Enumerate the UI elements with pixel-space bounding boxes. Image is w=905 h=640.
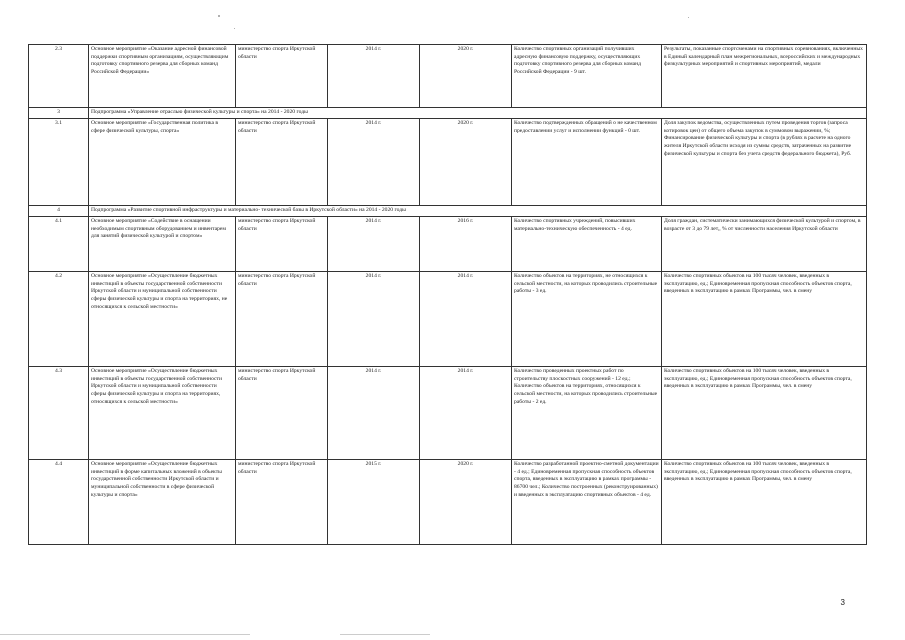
- page-number: 3: [840, 598, 845, 607]
- measure-name: Основное мероприятие «Государственная политика в сфере физической культуры, спорта»: [89, 119, 236, 206]
- scan-edge-line: [340, 634, 430, 635]
- indicator: Количество объектов на территориях, не относящихся к сельской местности, на которых проводились строительные работы - 3 ед.: [512, 272, 662, 367]
- measure-name: Основное мероприятие «Осуществление бюджетных инвестиций в объекты государственной собственности Иркутской области и муниципальной собственности сферы физической культуры и спорта на территориях, относящихся к сельской местности»: [89, 367, 236, 460]
- start-year: 2014 г.: [328, 367, 420, 460]
- table-row: [29, 460, 867, 545]
- section-number: 3: [29, 108, 89, 119]
- end-year: 2020 г.: [420, 45, 512, 108]
- executor: министерство спорта Иркутской области: [236, 460, 328, 545]
- section-row: [29, 206, 867, 217]
- table-row: [29, 119, 867, 206]
- table-row: [29, 45, 867, 108]
- end-year: 2016 г.: [420, 217, 512, 272]
- section-title: Подпрограмма «Развитие спортивной инфраструктуры и материально- технической базы в Иркутской области» на 2014 - 2020 годы: [89, 206, 867, 217]
- row-number: 4.3: [29, 367, 89, 460]
- scan-speck: [218, 15, 220, 17]
- row-number: 4.4: [29, 460, 89, 545]
- result: Количество спортивных объектов на 100 тысяч человек, введенных в эксплуатацию, ед.; Единовременная пропускная способность объектов спорта, введенных в эксплуатацию в рамках Программы, чел. в смену: [662, 272, 867, 367]
- start-year: 2014 г.: [328, 272, 420, 367]
- measure-name: Основное мероприятие «Осуществление бюджетных инвестиций в объекты государственной собственности Иркутской области и муниципальной собственности сферы физической культуры и спорта на территориях, не относящихся к сельской местности»: [89, 272, 236, 367]
- indicator: Количество спортивных организаций получивших адресную финансовую поддержку, осуществляющих подготовку спортивного резерва для сборных команд Российской Федерации - 9 шт.: [512, 45, 662, 108]
- result: Доля закупок ведомства, осуществленных путем проведения торгов (запроса котировок цен) от общего объема закупок в суммовом выражении, %; Финансирование физической культуры и спорта (в рублях в расчете на одного жителя Иркутской области исходя из суммы средств, затраченных на развитие физической культуры и спорта без учета средств федерального бюджета), Руб.: [662, 119, 867, 206]
- section-title: Подпрограмма «Управление отраслью физической культуры и спорта» на 2014 - 2020 годы: [89, 108, 867, 119]
- program-measures-table: [28, 44, 867, 545]
- executor: министерство спорта Иркутской области: [236, 119, 328, 206]
- measure-name: Основное мероприятие «Оказание адресной финансовой поддержки спортивным организациям, осуществляющим подготовку спортивного резерва для сборных команд Российской Федерации»: [89, 45, 236, 108]
- row-number: 4.2: [29, 272, 89, 367]
- measure-name: Основное мероприятие «Осуществление бюджетных инвестиций в форме капитальных вложений в объекты государственной собственности Иркутской области и муниципальной собственности в сфере физической культуры и спорта»: [89, 460, 236, 545]
- row-number: 4.1: [29, 217, 89, 272]
- section-row: [29, 108, 867, 119]
- indicator: Количество разработанной проектно-сметной документации - 4 ед.; Единовременная пропускная способность объектов спорта, введенных в эксплуатацию в рамках программы - 86700 чел.; Количество построенных (реконструированных) и введенных в эксплуатацию спортивных объектов - 4 ед.: [512, 460, 662, 545]
- end-year: 2020 г.: [420, 460, 512, 545]
- table-row: [29, 367, 867, 460]
- measure-name: Основное мероприятие «Содействие в оснащении необходимым спортивным оборудованием и инвентарем для занятий физической культурой и спортом»: [89, 217, 236, 272]
- end-year: 2014 г.: [420, 367, 512, 460]
- indicator: Количество спортивных учреждений, повысивших материально-техническую обеспеченность - 4 ед.: [512, 217, 662, 272]
- row-number: 2.3: [29, 45, 89, 108]
- result: Количество спортивных объектов на 100 тысяч человек, введенных в эксплуатацию, ед.; Единовременная пропускная способность объектов спорта, введенных в эксплуатацию в рамках Программы, чел. в смену: [662, 367, 867, 460]
- result: Результаты, показанные спортсменами на спортивных соревнованиях, включенных в Единый календарный план межрегиональных, всероссийских и международных физкультурных мероприятий и спортивных мероприятий, медали: [662, 45, 867, 108]
- section-number: 4: [29, 206, 89, 217]
- result: Доля граждан, систематически занимающихся физической культурой и спортом, в возрасте от 3 до 79 лет,, % от численности населения Иркутской области: [662, 217, 867, 272]
- executor: министерство спорта Иркутской области: [236, 45, 328, 108]
- indicator: Количество проведенных проектных работ по строительству плоскостных сооружений - 12 ед.; Количество объектов на территориях, относящихся к сельской местности, на которых проводились строительные работы - 2 ед.: [512, 367, 662, 460]
- scan-speck: [688, 17, 689, 18]
- start-year: 2014 г.: [328, 217, 420, 272]
- start-year: 2015 г.: [328, 460, 420, 545]
- scan-edge-line: [0, 634, 250, 635]
- executor: министерство спорта Иркутской области: [236, 367, 328, 460]
- table-row: [29, 217, 867, 272]
- scan-speck: [234, 28, 235, 29]
- end-year: 2020 г.: [420, 119, 512, 206]
- start-year: 2014 г.: [328, 45, 420, 108]
- result: Количество спортивных объектов на 100 тысяч человек, введенных в эксплуатацию, ед.; Единовременная пропускная способность объектов спорта, введенных в эксплуатацию в рамках Программы, чел. в смену: [662, 460, 867, 545]
- executor: министерство спорта Иркутской области: [236, 272, 328, 367]
- executor: министерство спорта Иркутской области: [236, 217, 328, 272]
- table-row: [29, 272, 867, 367]
- start-year: 2014 г.: [328, 119, 420, 206]
- indicator: Количество подтвержденных обращений о не качественном предоставлении услуг и исполнении функций - 0 шт.: [512, 119, 662, 206]
- row-number: 3.1: [29, 119, 89, 206]
- end-year: 2014 г.: [420, 272, 512, 367]
